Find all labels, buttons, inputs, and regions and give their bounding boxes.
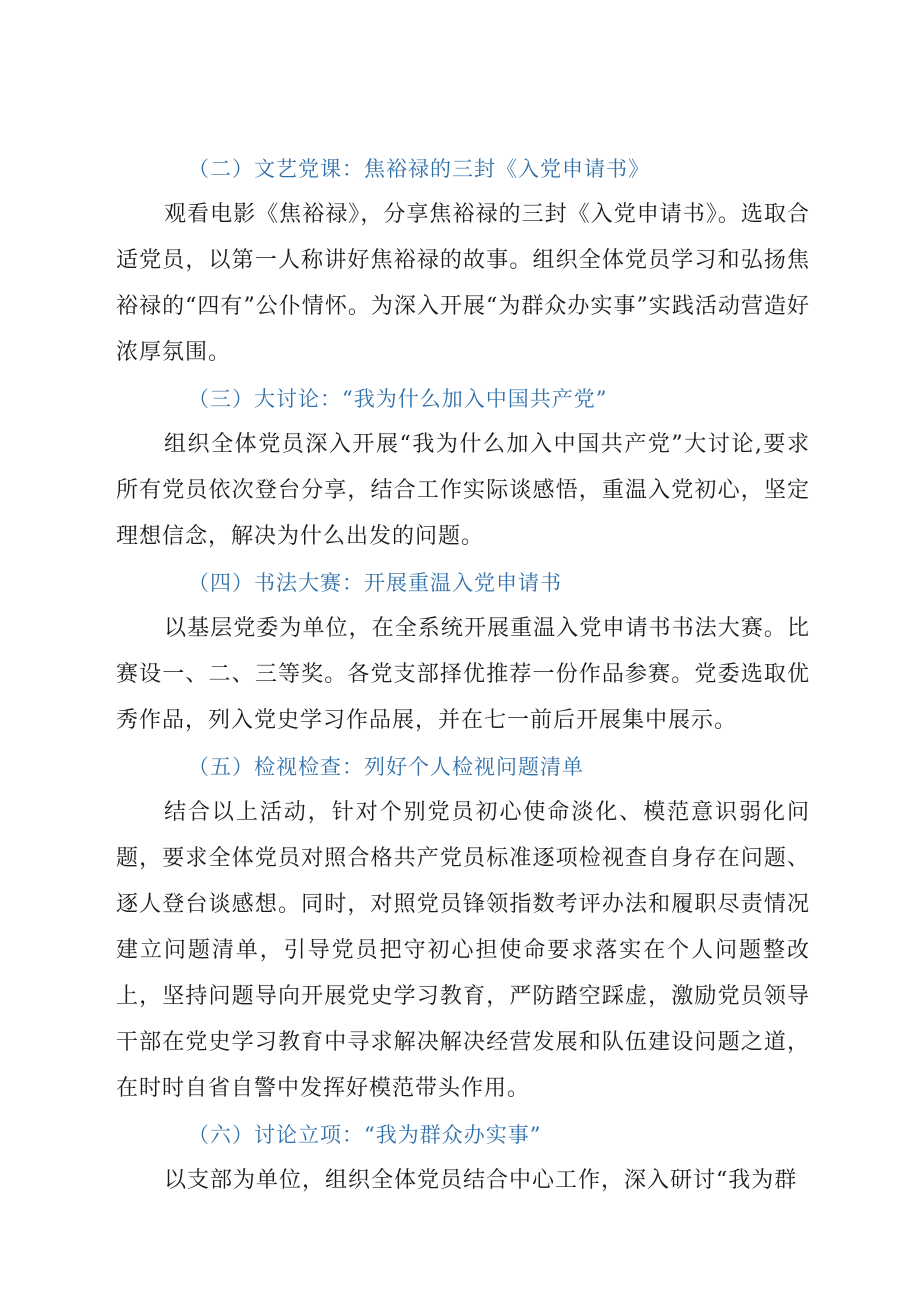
section-paragraph-2: 观看电影《焦裕禄》，分享焦裕禄的三封《入党申请书》。选取合适党员，以第一人称讲好焦裕禄的故事。组织全体党员学习和弘扬焦裕禄的“四有”公仆情怀。为深入开展“为群众办实事”实践活动营造好浓厚氛围。 <box>116 202 810 365</box>
section-heading-5: （五）检视检查：列好个人检视问题清单 <box>188 755 584 779</box>
section-heading-4: （四）书法大赛：开展重温入党申请书 <box>188 571 562 595</box>
section-heading-2: （二）文艺党课：焦裕禄的三封《入党申请书》 <box>188 157 650 181</box>
document-body <box>116 146 810 1204</box>
section-paragraph-3: 组织全体党员深入开展“我为什么加入中国共产党”大讨论,要求所有党员依次登台分享，结合工作实际谈感悟，重温入党初心，坚定理想信念，解决为什么出发的问题。 <box>116 432 810 549</box>
section-heading-3: （三）大讨论：“我为什么加入中国共产党” <box>188 387 608 411</box>
section-paragraph-4: 以基层党委为单位，在全系统开展重温入党申请书书法大赛。比赛设一、二、三等奖。各党支部择优推荐一份作品参赛。党委选取优秀作品，列入党史学习作品展，并在七一前后开展集中展示。 <box>116 616 810 733</box>
section-paragraph-6: 以支部为单位，组织全体党员结合中心工作，深入研讨“我为群 <box>164 1168 798 1193</box>
section-paragraph-5: 结合以上活动，针对个别党员初心使命淡化、模范意识弱化问题，要求全体党员对照合格共产党员标准逐项检视查自身存在问题、逐人登台谈感想。同时，对照党员锋领指数考评办法和履职尽责情况建立问题清单，引导党员把守初心担使命要求落实在个人问题整改上，坚持问题导向开展党史学习教育，严防踏空踩虚，激励党员领导干部在党史学习教育中寻求解决解决经营发展和队伍建设问题之道，在时时自省自警中发挥好模范带头作用。 <box>116 800 810 1101</box>
section-heading-6: （六）讨论立项：“我为群众办实事” <box>188 1123 542 1147</box>
